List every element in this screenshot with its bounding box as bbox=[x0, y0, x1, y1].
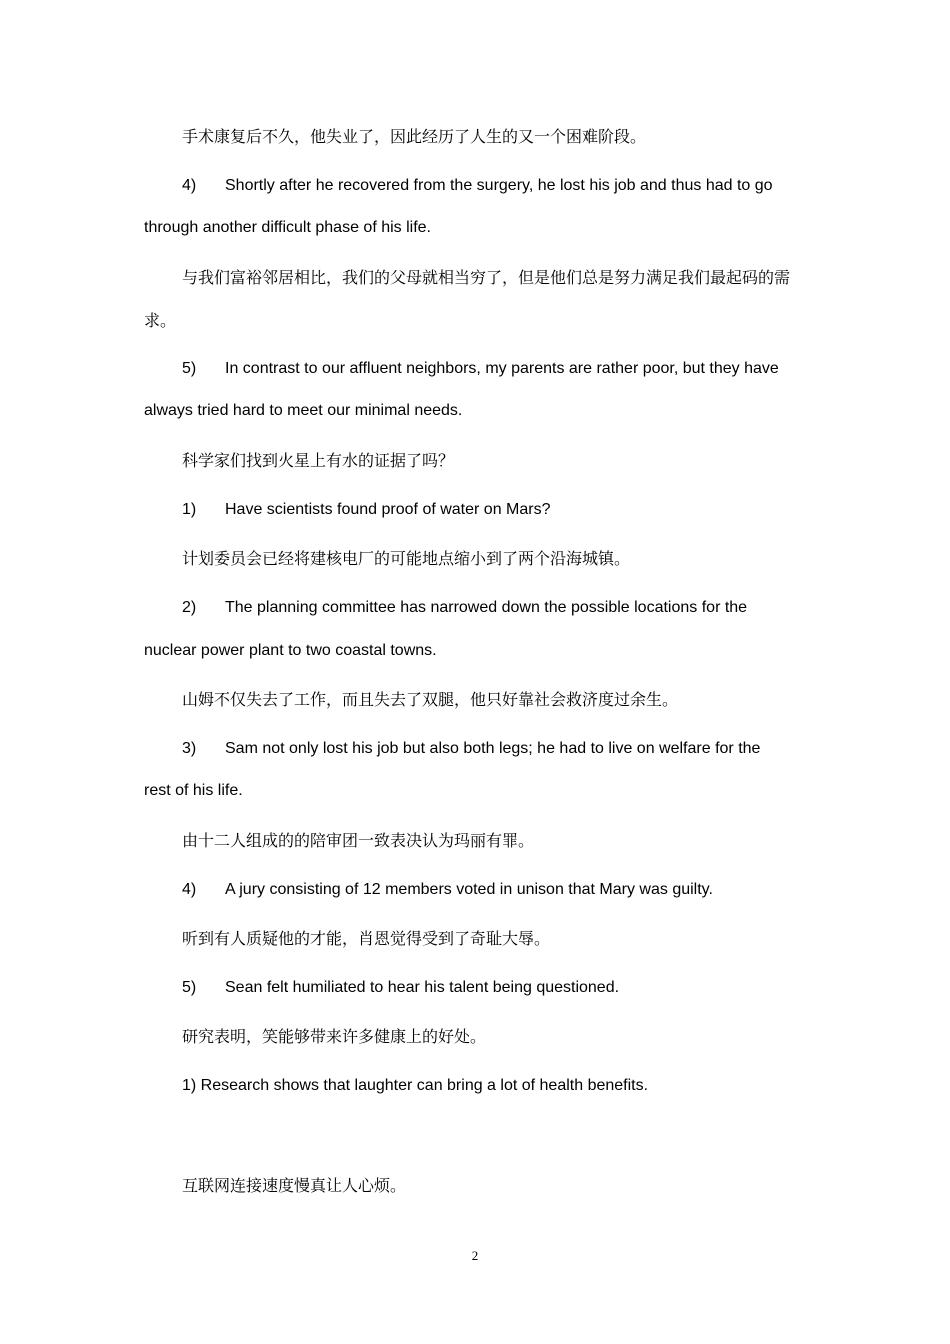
translation-continuation: rest of his life. bbox=[144, 782, 243, 799]
chinese-sentence: 与我们富裕邻居相比，我们的父母就相当穷了，但是他们总是努力满足我们最起码的需 bbox=[182, 268, 791, 287]
item-number: 4) bbox=[182, 881, 197, 898]
chinese-sentence: 山姆不仅失去了工作，而且失去了双腿，他只好靠社会救济度过余生。 bbox=[182, 690, 679, 709]
translation-line: A jury consisting of 12 members voted in unison that Mary was guilty. bbox=[225, 881, 713, 898]
translation-line: In contrast to our affluent neighbors, my parents are rather poor, but they have bbox=[225, 360, 779, 377]
chinese-sentence: 由十二人组成的的陪审团一致表决认为玛丽有罪。 bbox=[182, 831, 535, 850]
page-number: 2 bbox=[471, 1248, 479, 1263]
chinese-continuation: 求。 bbox=[144, 311, 177, 330]
chinese-sentence: 研究表明，笑能够带来许多健康上的好处。 bbox=[182, 1027, 487, 1046]
translation-line: Sean felt humiliated to hear his talent being questioned. bbox=[225, 979, 620, 996]
translation-line: Sam not only lost his job but also both legs; he had to live on welfare for the bbox=[225, 740, 761, 757]
item-number: 4) bbox=[182, 177, 197, 194]
chinese-sentence: 手术康复后不久，他失业了，因此经历了人生的又一个困难阶段。 bbox=[182, 127, 647, 146]
item-number: 1) bbox=[182, 501, 197, 518]
item-number: 5) bbox=[182, 360, 197, 377]
chinese-sentence: 计划委员会已经将建核电厂的可能地点缩小到了两个沿海城镇。 bbox=[182, 549, 631, 568]
translation-line: Have scientists found proof of water on Mars? bbox=[225, 501, 551, 518]
translation-continuation: always tried hard to meet our minimal needs. bbox=[144, 402, 463, 419]
inline-numbered-translation: 1) Research shows that laughter can bring a lot of health benefits. bbox=[182, 1077, 649, 1094]
chinese-sentence: 科学家们找到火星上有水的证据了吗？ bbox=[182, 451, 455, 470]
item-number: 5) bbox=[182, 979, 197, 996]
translation-continuation: through another difficult phase of his life. bbox=[144, 219, 431, 236]
translation-line: The planning committee has narrowed down the possible locations for the bbox=[225, 599, 748, 616]
chinese-sentence: 互联网连接速度慢真让人心烦。 bbox=[182, 1176, 407, 1195]
item-number: 3) bbox=[182, 740, 197, 757]
chinese-sentence: 听到有人质疑他的才能，肖恩觉得受到了奇耻大辱。 bbox=[182, 929, 551, 948]
translation-continuation: nuclear power plant to two coastal towns. bbox=[144, 642, 437, 659]
item-number: 2) bbox=[182, 599, 197, 616]
translation-line: Shortly after he recovered from the surgery, he lost his job and thus had to go bbox=[225, 177, 773, 194]
